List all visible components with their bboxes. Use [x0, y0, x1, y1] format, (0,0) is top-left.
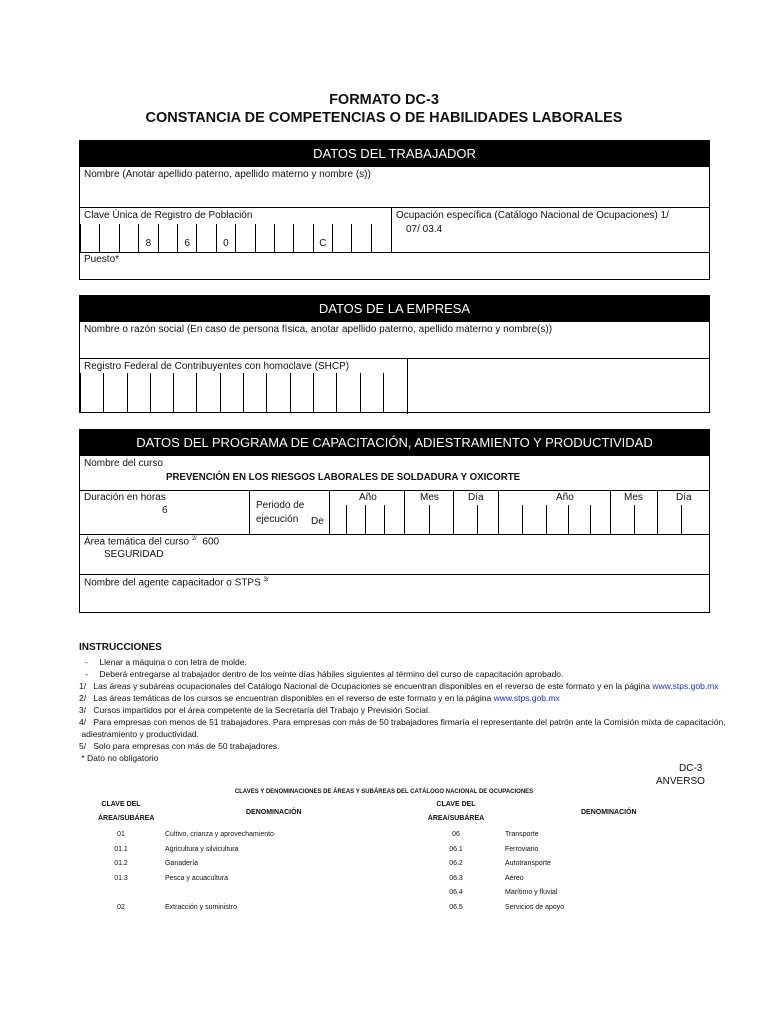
char-cell[interactable] [360, 373, 383, 413]
catalogo-cell: Agricultura y silvicultura [165, 845, 239, 853]
duracion-value[interactable]: 6 [162, 505, 168, 516]
ocupacion-label: Ocupación específica (Catálogo Nacional de Ocupaciones) 1/ [396, 210, 669, 221]
catalogo-cell: Servicios de apoyo [505, 903, 565, 911]
instruccion-item: 4/ Para empresas con menos de 51 trabajadores. Para empresas con más de 50 trabajadores firmaría el representante del patrón ante la Comisión mixta de capacitación, [79, 717, 726, 727]
dia-label-2: Día [676, 492, 692, 503]
denominacion-header-right: DENOMINACIÓN [581, 809, 637, 816]
clave-header-left: CLAVE DEL ÁREA/SUBÁREA [98, 801, 155, 822]
catalogo-cell: Ganadería [165, 860, 199, 867]
catalogo-cell: Autotransporte [505, 860, 551, 867]
clave-header-right: CLAVE DEL ÁREA/SUBÁREA [427, 801, 485, 822]
catalogo-title: CLAVES Y DENOMINACIONES DE ÁREAS Y SUBÁREAS DEL CATÁLOGO NACIONAL DE OCUPACIONES [234, 789, 534, 795]
mes-label-2: Mes [624, 492, 643, 503]
char-cell[interactable] [313, 373, 336, 413]
rfc-label: Registro Federal de Contribuyentes con homoclave (SHCP) [84, 361, 350, 372]
char-cell[interactable] [80, 224, 99, 252]
char-cell[interactable] [266, 373, 289, 413]
anio-label-1: Año [359, 492, 377, 503]
ocupacion-value[interactable]: 07/ 03.4 [406, 224, 443, 235]
catalogo-cell: 06.1 [449, 845, 463, 853]
catalogo-cell: Extracción y suministro [165, 903, 237, 911]
char-cell[interactable]: 0 [216, 224, 235, 252]
stps-link[interactable]: www.stps.gob.mx [491, 693, 560, 703]
duracion-label: Duración en horas [84, 492, 166, 503]
anio-label-2: Año [556, 492, 574, 503]
curso-value[interactable]: PREVENCIÓN EN LOS RIESGOS LABORALES DE SOLDADURA Y OXICORTE [166, 471, 521, 483]
char-cell[interactable] [336, 373, 359, 413]
rfc-field[interactable] [80, 373, 406, 413]
char-cell[interactable] [274, 224, 293, 252]
char-cell[interactable] [119, 224, 138, 252]
char-cell[interactable] [235, 224, 254, 252]
instruccion-item: adiestramiento y productividad. [81, 729, 200, 739]
form-subtitle: CONSTANCIA DE COMPETENCIAS O DE HABILIDADES LABORALES [145, 110, 623, 126]
char-cell[interactable]: 6 [177, 224, 196, 252]
periodo-label: Periodo de [256, 500, 305, 511]
char-cell[interactable] [150, 373, 173, 413]
form-code: DC-3 [679, 763, 703, 774]
mes-label-1: Mes [420, 492, 439, 503]
form-side: ANVERSO [656, 776, 705, 787]
nombre-label: Nombre (Anotar apellido paterno, apellido materno y nombre (s)) [84, 169, 371, 180]
area-tematica-label: Área temática del curso $^{2/}$ 600 [84, 536, 220, 548]
char-cell[interactable] [127, 373, 150, 413]
ejecucion-label: ejecución [256, 514, 299, 525]
puesto-label: Puesto* [84, 254, 120, 265]
catalogo-cell: 06.3 [449, 874, 463, 882]
catalogo-cell: Ferroviario [505, 845, 539, 853]
agente-label: Nombre del agente capacitador o STPS $^{3/}$ [84, 577, 269, 589]
curp-label: Clave Única de Registro de Población [84, 210, 253, 221]
char-cell[interactable] [196, 224, 215, 252]
char-cell[interactable] [220, 373, 243, 413]
instruccion-item: 3/ Cursos impartidos por el área competente de la Secretaría del Trabajo y Previsión Social. [79, 705, 431, 715]
catalogo-cell: 01.1 [114, 845, 128, 853]
catalogo-cell: 01 [117, 831, 125, 838]
catalogo-cell: Pesca y acuacultura [165, 874, 229, 882]
catalogo-cell: 06.2 [449, 860, 463, 867]
trabajador-section [79, 140, 710, 280]
trabajador-header: DATOS DEL TRABAJADOR [80, 141, 709, 167]
catalogo-cell: 02 [117, 903, 125, 911]
char-cell[interactable] [103, 373, 126, 413]
catalogo-cell: 01.3 [114, 874, 128, 882]
char-cell[interactable] [158, 224, 177, 252]
char-cell[interactable] [351, 224, 370, 252]
instruccion-item: 1/ Las áreas y subáreas ocupacionales del Catálogo Nacional de Ocupaciones se encuentran disponibles en el reverso de este formato y en la página www.stps.gob.mx [79, 681, 719, 691]
char-cell[interactable]: 8 [138, 224, 157, 252]
catalogo-cell: Aéreo [505, 874, 524, 882]
instruccion-item: - Llenar a máquina o con letra de molde. [85, 657, 247, 667]
char-cell[interactable]: C [313, 224, 332, 252]
char-cell[interactable] [99, 224, 118, 252]
char-cell[interactable] [383, 373, 406, 413]
char-cell[interactable] [293, 224, 312, 252]
catalogo-cell: 06.5 [449, 903, 463, 911]
denominacion-header-left: DENOMINACIÓN [246, 809, 302, 816]
char-cell[interactable] [255, 224, 274, 252]
programa-section [79, 429, 710, 613]
de-label: De [311, 516, 324, 527]
area-tematica-value[interactable]: SEGURIDAD [104, 549, 164, 560]
instruccion-item: * Dato no obligatorio [81, 753, 159, 763]
catalogo-cell: 01.2 [114, 860, 128, 867]
empresa-section [79, 295, 710, 413]
dia-label-1: Día [468, 492, 484, 503]
instruccion-item: - Deberá entregarse al trabajador dentro de los veinte días hábiles siguientes al término del curso de capacitación aprobado. [85, 669, 564, 679]
char-cell[interactable] [80, 373, 103, 413]
programa-header: DATOS DEL PROGRAMA DE CAPACITACIÓN, ADIESTRAMIENTO Y PRODUCTIVIDAD [80, 430, 709, 456]
curso-label: Nombre del curso [84, 458, 163, 469]
char-cell[interactable] [196, 373, 219, 413]
catalogo-cell: Cultivo, crianza y aprovechamiento [165, 831, 274, 838]
catalogo-cell: Transporte [505, 831, 539, 838]
instrucciones-title: INSTRUCCIONES [79, 642, 162, 653]
char-cell[interactable] [243, 373, 266, 413]
instruccion-item: 2/ Las áreas temáticas de los cursos se encuentran disponibles en el reverso de este formato y en la página www.stps.gob.mx [79, 693, 560, 703]
empresa-header: DATOS DE LA EMPRESA [80, 296, 709, 322]
char-cell[interactable] [371, 224, 390, 252]
curp-field[interactable] [80, 224, 390, 252]
char-cell[interactable] [290, 373, 313, 413]
instruccion-item: 5/ Solo para empresas con más de 50 trabajadores. [79, 741, 280, 751]
catalogo-cell: Marítimo y fluvial [505, 889, 558, 896]
stps-link[interactable]: www.stps.gob.mx [650, 681, 719, 691]
char-cell[interactable] [173, 373, 196, 413]
razon-social-label: Nombre o razón social (En caso de persona física, anotar apellido paterno, apellido materno y nombre(s)) [84, 324, 553, 335]
catalogo-cell: 06.4 [449, 889, 463, 896]
catalogo-cell: 06 [452, 831, 460, 838]
form-title: FORMATO DC-3 [329, 92, 439, 108]
char-cell[interactable] [332, 224, 351, 252]
